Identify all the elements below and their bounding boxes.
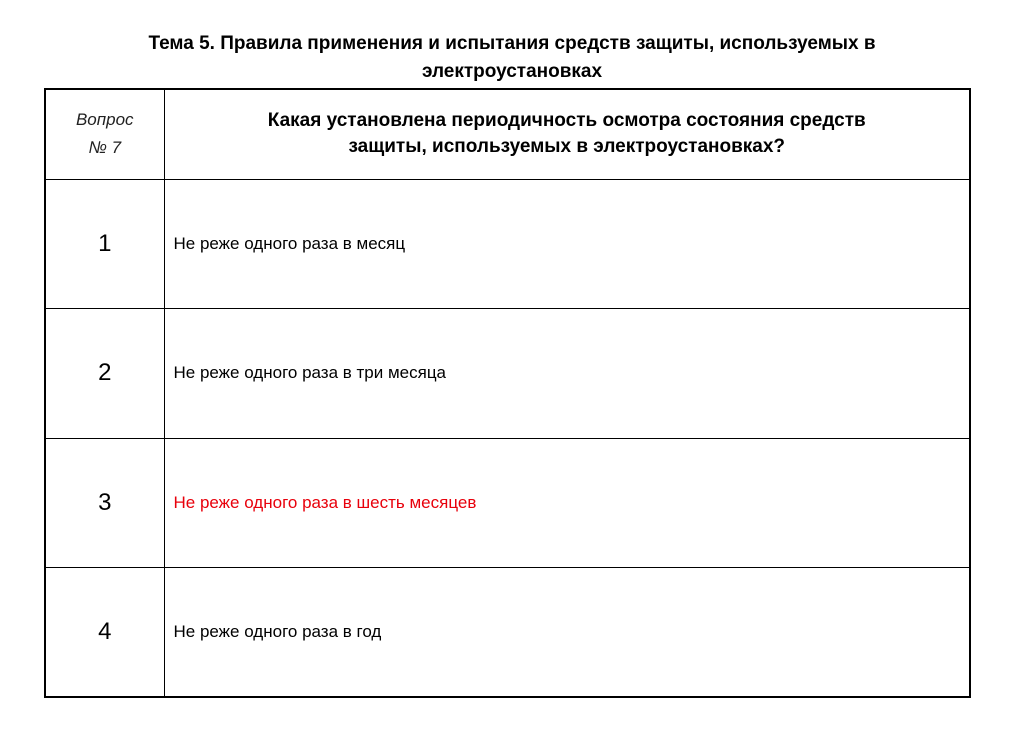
- answer-number: 3: [45, 438, 164, 567]
- answer-number: 4: [45, 568, 164, 697]
- question-header-row: [45, 89, 970, 179]
- title-line-1: Тема 5. Правила применения и испытания средств защиты, используемых в: [148, 33, 876, 54]
- question-number: № 7: [88, 138, 122, 158]
- answer-number: 2: [45, 309, 164, 438]
- answer-row-4[interactable]: [45, 568, 970, 697]
- title-line-2: электроустановках: [421, 61, 603, 82]
- answer-text: Не реже одного раза в месяц: [164, 179, 970, 308]
- answer-text: Не реже одного раза в три месяца: [164, 309, 970, 438]
- answer-number: 1: [45, 179, 164, 308]
- question-label-word: Вопрос: [75, 110, 134, 130]
- answer-row-3[interactable]: [45, 438, 970, 567]
- answer-row-1[interactable]: [45, 179, 970, 308]
- answer-row-2[interactable]: [45, 309, 970, 438]
- answer-text: Не реже одного раза в год: [164, 568, 970, 697]
- question-text: [164, 89, 970, 179]
- question-label: [45, 89, 164, 179]
- page-title: [60, 30, 964, 86]
- question-text-line-1: Какая установлена периодичность осмотра состояния средств: [267, 110, 866, 132]
- question-table: [44, 88, 971, 698]
- question-text-line-2: защиты, используемых в электроустановках?: [348, 136, 786, 158]
- answer-text-correct: Не реже одного раза в шесть месяцев: [164, 438, 970, 567]
